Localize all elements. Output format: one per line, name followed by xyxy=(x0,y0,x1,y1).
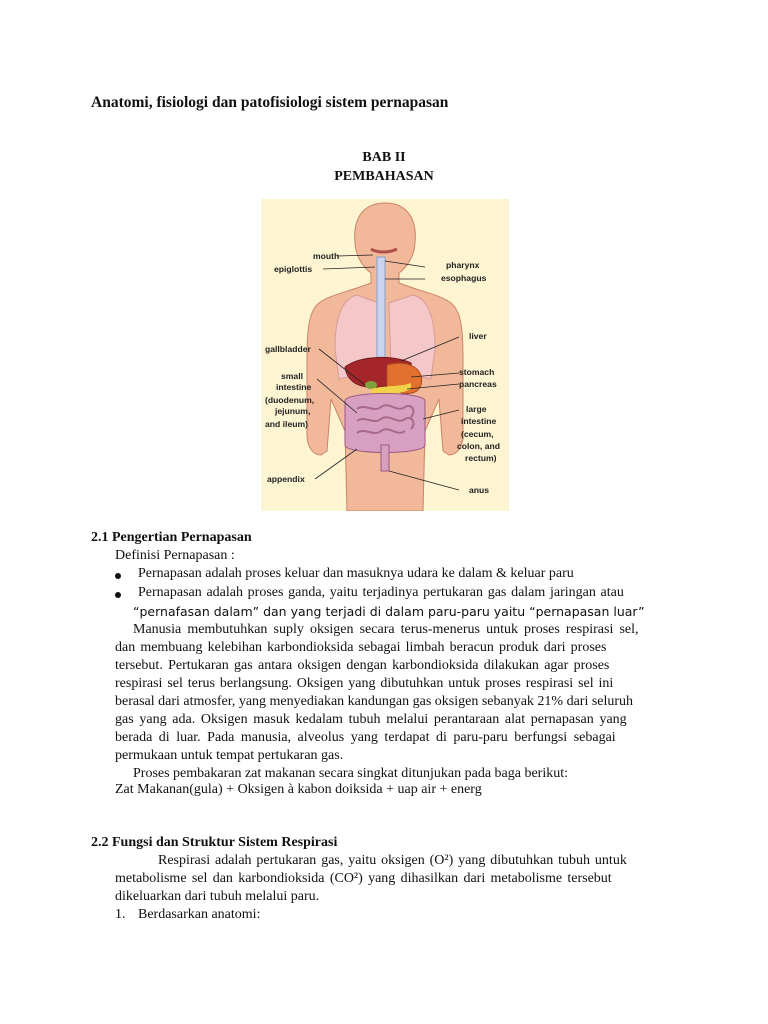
label-esophagus: esophagus xyxy=(441,273,487,283)
anatomy-illustration xyxy=(261,199,509,511)
paragraph-1-line-5: berasal dari atmosfer, yang menyediakan kandungan gas oksigen sebanyak 21% dari seluruh xyxy=(115,694,634,709)
chapter-name: PEMBAHASAN xyxy=(334,169,434,184)
section-2-line-2: metabolisme sel dan karbondioksida (CO²) yang dihasilkan dari metabolisme tersebut xyxy=(115,871,612,886)
bullet-2-line-2: “pernafasan dalam” dan yang terjadi di dalam paru-paru yaitu “pernapasan luar” xyxy=(133,604,645,619)
digestive-system-diagram xyxy=(261,199,509,511)
chapter-number: BAB II xyxy=(362,150,406,165)
paragraph-1-line-8: permukaan untuk tempat pertukaran gas. xyxy=(115,748,344,763)
paragraph-1-line-1: Manusia membutuhkan suply oksigen secara terus-menerus untuk proses respirasi sel, xyxy=(133,622,639,637)
label-ileum: and ileum) xyxy=(265,419,308,429)
label-liver: liver xyxy=(469,331,487,341)
paragraph-2: Proses pembakaran zat makanan secara singkat ditunjukan pada baga berikut: xyxy=(133,766,569,781)
section-2-line-1: Respirasi adalah pertukaran gas, yaitu oksigen (O²) yang dibutuhkan tubuh untuk xyxy=(158,853,627,868)
bullet-2-line-1: Pernapasan adalah proses ganda, yaitu terjadinya pertukaran gas dalam jaringan atau xyxy=(138,585,624,600)
rectum-organ xyxy=(381,445,389,471)
label-jejunum: jejunum, xyxy=(275,406,311,416)
label-anus: anus xyxy=(469,485,490,495)
label-cecum: (cecum, xyxy=(461,429,494,439)
section-2-heading: 2.2 Fungsi dan Struktur Sistem Respirasi xyxy=(91,835,338,850)
label-gallbladder: gallbladder xyxy=(265,344,311,354)
list-item-1-text: Berdasarkan anatomi: xyxy=(138,907,261,922)
list-item-1-number: 1. xyxy=(115,907,126,922)
paragraph-1-line-6: gas yang ada. Oksigen masuk kedalam tubuh melalui perantaraan alat pernapasan yang xyxy=(115,712,627,727)
bullet-dot xyxy=(115,592,121,598)
label-mouth: mouth xyxy=(313,251,340,261)
label-intestine-right: intestine xyxy=(461,416,497,426)
bullet-1-text: Pernapasan adalah proses keluar dan masuknya udara ke dalam & keluar paru xyxy=(138,566,574,581)
label-epiglottis: epiglottis xyxy=(274,264,313,274)
section-2-line-3: dikeluarkan dari tubuh melalui paru. xyxy=(115,889,320,904)
document-title: Anatomi, fisiologi dan patofisiologi sistem pernapasan xyxy=(91,94,449,111)
definition-label: Definisi Pernapasan : xyxy=(115,548,235,563)
esophagus-tube xyxy=(377,257,385,367)
label-large: large xyxy=(466,404,487,414)
label-pancreas: pancreas xyxy=(459,379,497,389)
paragraph-1-line-2: dan membuang kelebihan karbondioksida sebagai limbah beracun produk dari proses xyxy=(115,640,607,655)
label-rectum: rectum) xyxy=(465,453,497,463)
label-pharynx: pharynx xyxy=(446,260,480,270)
label-small: small xyxy=(281,371,303,381)
label-intestine-left: intestine xyxy=(276,382,312,392)
section-1-heading: 2.1 Pengertian Pernapasan xyxy=(91,530,252,545)
label-colon: colon, and xyxy=(457,441,500,451)
label-appendix: appendix xyxy=(267,474,305,484)
equation-line: Zat Makanan(gula) + Oksigen à kabon doiksida + uap air + energ xyxy=(115,782,482,797)
paragraph-1-line-4: respirasi sel terus berlangsung. Oksigen yang dibutuhkan untuk proses respirasi sel ini xyxy=(115,676,614,691)
label-stomach: stomach xyxy=(459,367,495,377)
bullet-dot xyxy=(115,573,121,579)
gallbladder-organ xyxy=(365,381,377,389)
paragraph-1-line-7: berada di luar. Pada manusia, alveolus yang terdapat di paru-paru berfungsi sebagai xyxy=(115,730,616,745)
label-duodenum: (duodenum, xyxy=(265,395,315,405)
paragraph-1-line-3: tersebut. Pertukaran gas antara oksigen dengan karbondioksida dilakukan agar proses xyxy=(115,658,610,673)
